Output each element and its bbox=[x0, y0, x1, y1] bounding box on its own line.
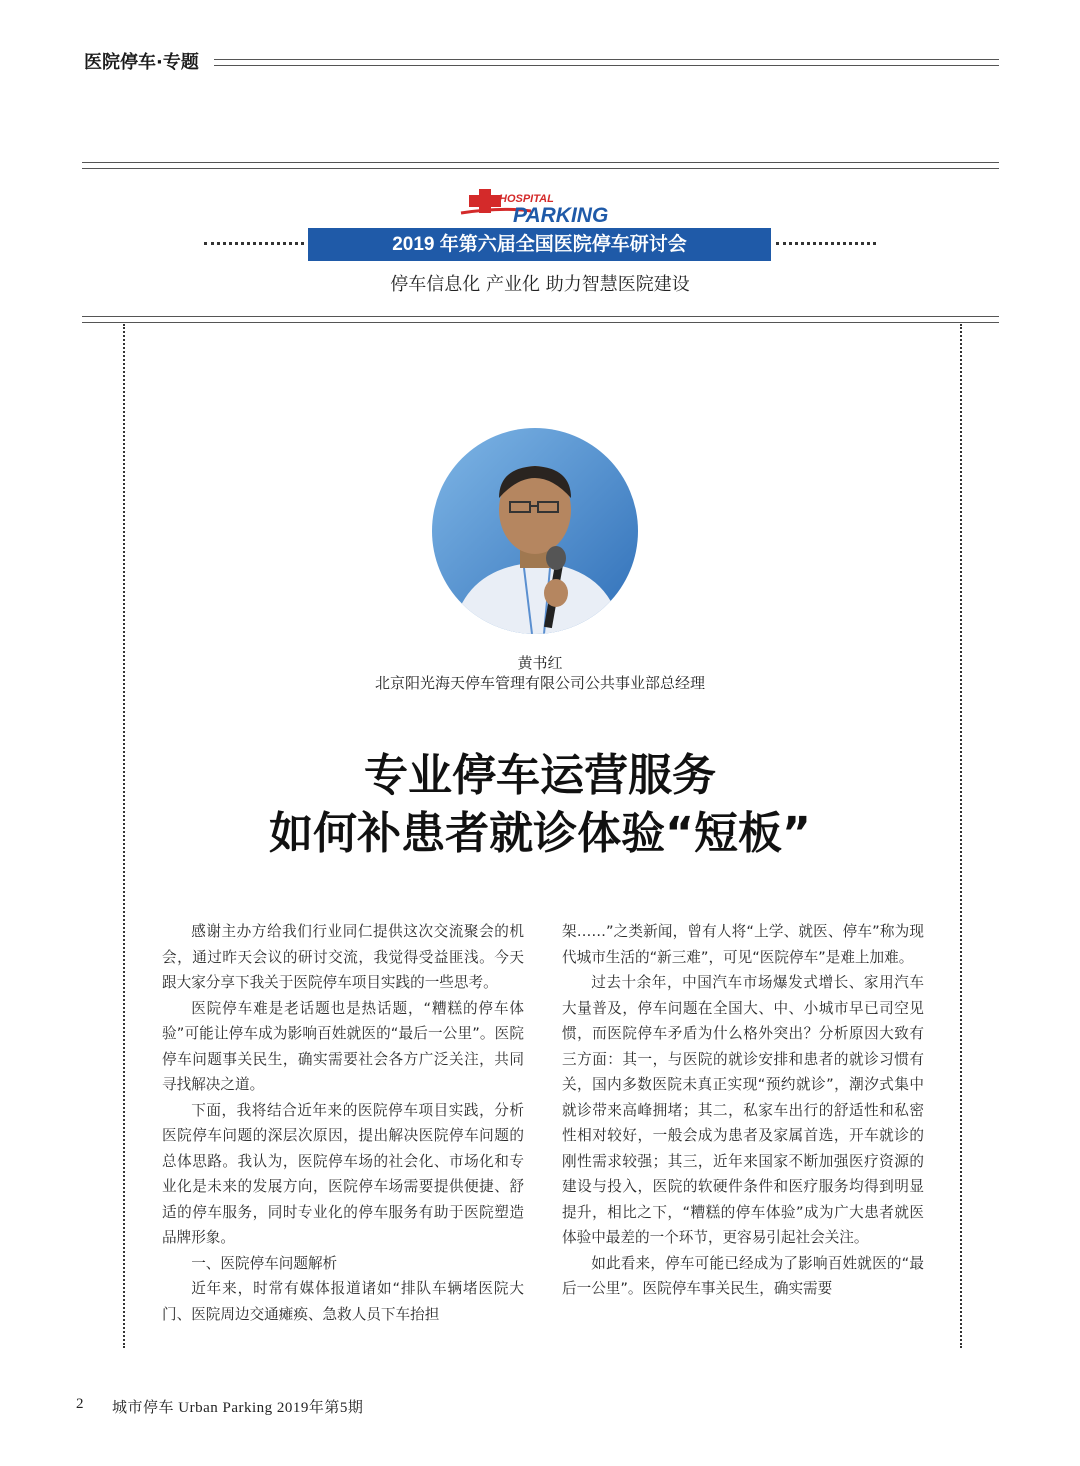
logo-top-text: HOSPITAL bbox=[499, 193, 554, 205]
page-number: 2 bbox=[76, 1396, 84, 1412]
paragraph: 过去十余年，中国汽车市场爆发式增长、家用汽车大量普及，停车问题在全国大、中、小城市早已司空见惯，而医院停车矛盾为什么格外突出？分析原因大致有三方面：其一，与医院的就诊安排和患者的就诊习惯有关，国内多数医院未真正实现“预约就诊”，潮汐式集中就诊带来高峰拥堵；其二，私家车出行的舒适性和私密性相对较好，一般会成为患者及家属首选，开车就诊的刚性需求较强；其三，近年来国家不断加强医疗资源的建设与投入，医院的软硬件条件和医疗服务均得到明显提升，相比之下，“糟糕的停车体验”成为广大患者就医体验中最差的一个环节，更容易引起社会关注。 bbox=[562, 974, 924, 1246]
author-name: 黄书红 bbox=[517, 654, 563, 672]
banner-dots-right bbox=[776, 242, 876, 245]
author-portrait bbox=[432, 428, 638, 634]
right-dotted-border bbox=[960, 324, 962, 1348]
section-header-rule bbox=[214, 59, 999, 66]
hospital-parking-logo bbox=[455, 187, 625, 227]
headline-line-1: 专业停车运营服务 bbox=[364, 750, 716, 801]
banner-dots-left bbox=[204, 242, 304, 245]
top-double-rule bbox=[82, 162, 999, 169]
event-slogan: 停车信息化 产业化 助力智慧医院建设 bbox=[390, 274, 690, 295]
paragraph: 架……”之类新闻，曾有人将“上学、就医、停车”称为现代城市生活的“新三难”，可见“医院停车”是难上加难。 bbox=[562, 923, 924, 966]
left-column bbox=[162, 919, 524, 1327]
paragraph: 近年来，时常有媒体报道诸如“排队车辆堵医院大门、医院周边交通瘫痪、急救人员下车抬担 bbox=[162, 1280, 524, 1323]
paragraph: 医院停车难是老话题也是热话题，“糟糕的停车体验”可能让停车成为影响百姓就医的“最后一公里”。医院停车问题事关民生，确实需要社会各方广泛关注，共同寻找解决之道。 bbox=[162, 999, 524, 1093]
author-title: 北京阳光海天停车管理有限公司公共事业部总经理 bbox=[374, 674, 705, 692]
logo-bottom-text: PARKING bbox=[513, 204, 609, 227]
paragraph: 感谢主办方给我们行业同仁提供这次交流聚会的机会，通过昨天会议的研讨交流，我觉得受益匪浅。今天跟大家分享下我关于医院停车项目实践的一些思考。 bbox=[162, 923, 524, 991]
publication-info: 城市停车 Urban Parking 2019年第5期 bbox=[112, 1400, 364, 1416]
section-header bbox=[84, 50, 999, 76]
paragraph: 如此看来，停车可能已经成为了影响百姓就医的“最后一公里”。医院停车事关民生，确实需要 bbox=[562, 1254, 924, 1297]
headline-line-2: 如何补患者就诊体验“短板” bbox=[269, 808, 811, 859]
section-label: 医院停车·专题 bbox=[84, 50, 207, 76]
paragraph: 下面，我将结合近年来的医院停车项目实践，分析医院停车问题的深层次原因，提出解决医院停车问题的总体思路。我认为，医院停车场的社会化、市场化和专业化是未来的发展方向，医院停车场需要提供便捷、舒适的停车服务，同时专业化的停车服务有助于医院塑造品牌形象。 bbox=[162, 1101, 524, 1246]
event-title-banner: 2019 年第六届全国医院停车研讨会 bbox=[308, 228, 771, 261]
second-double-rule bbox=[82, 316, 999, 323]
left-dotted-border bbox=[123, 324, 125, 1348]
right-column bbox=[562, 919, 924, 1302]
section-heading: 一、医院停车问题解析 bbox=[191, 1254, 338, 1272]
